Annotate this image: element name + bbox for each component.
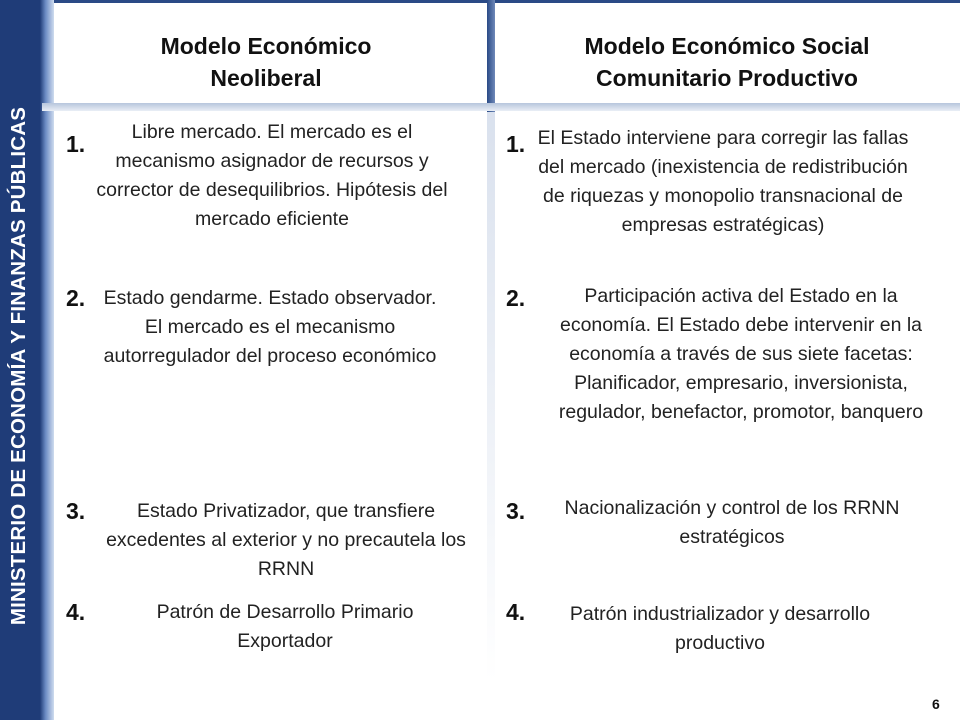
right-item-3-number: 3. xyxy=(506,498,526,524)
left-item-3-text: Estado Privatizador, que transfiere excedentes al exterior y no precautela los RRNN xyxy=(106,500,466,580)
left-item-2-text: Estado gendarme. Estado observador. El mercado es el mecanismo autorregulador del proceso económico xyxy=(103,287,437,367)
right-item-2-number: 2. xyxy=(506,285,526,311)
left-item-1-text: Libre mercado. El mercado es el mecanismo asignador de recursos y corrector de desequilibrios. Hipótesis del mercado eficiente xyxy=(96,121,448,230)
left-item-3-number: 3. xyxy=(66,498,86,524)
left-item-2-number: 2. xyxy=(66,285,86,311)
left-item-1-number: 1. xyxy=(66,131,86,157)
right-item-2-text: Participación activa del Estado en la economía. El Estado debe intervenir en la economía a través de sus siete facetas: Planificador, empresario, inversionista, regulador, benefactor, promotor, banquero xyxy=(558,285,924,423)
header-divider xyxy=(42,103,960,111)
column-divider xyxy=(487,0,495,112)
left-title-line2: Neoliberal xyxy=(210,65,322,91)
ministry-title: MINISTERIO DE ECONOMÍA Y FINANZAS PÚBLICAS xyxy=(7,106,30,626)
right-item-4-number: 4. xyxy=(506,599,526,625)
right-item-3-text: Nacionalización y control de los RRNN estratégicos xyxy=(564,497,900,548)
left-item-4-number: 4. xyxy=(66,599,86,625)
right-title-line2: Comunitario Productivo xyxy=(596,65,858,91)
right-item-4-text: Patrón industrializador y desarrollo productivo xyxy=(569,603,871,654)
left-item-4-text: Patrón de Desarrollo Primario Exportador xyxy=(156,601,414,652)
left-column-title xyxy=(60,30,472,94)
page-number: 6 xyxy=(932,696,940,712)
right-item-1-text: El Estado interviene para corregir las fallas del mercado (inexistencia de redistribución de riquezas y monopolio transnacional de empresas estratégicas) xyxy=(537,127,909,236)
right-title-line1: Modelo Económico Social xyxy=(584,33,870,59)
left-title-line1: Modelo Económico xyxy=(160,33,372,59)
right-item-1-number: 1. xyxy=(506,131,526,157)
right-column-title xyxy=(500,30,954,94)
top-divider xyxy=(54,0,960,3)
column-divider-fade xyxy=(487,112,495,682)
